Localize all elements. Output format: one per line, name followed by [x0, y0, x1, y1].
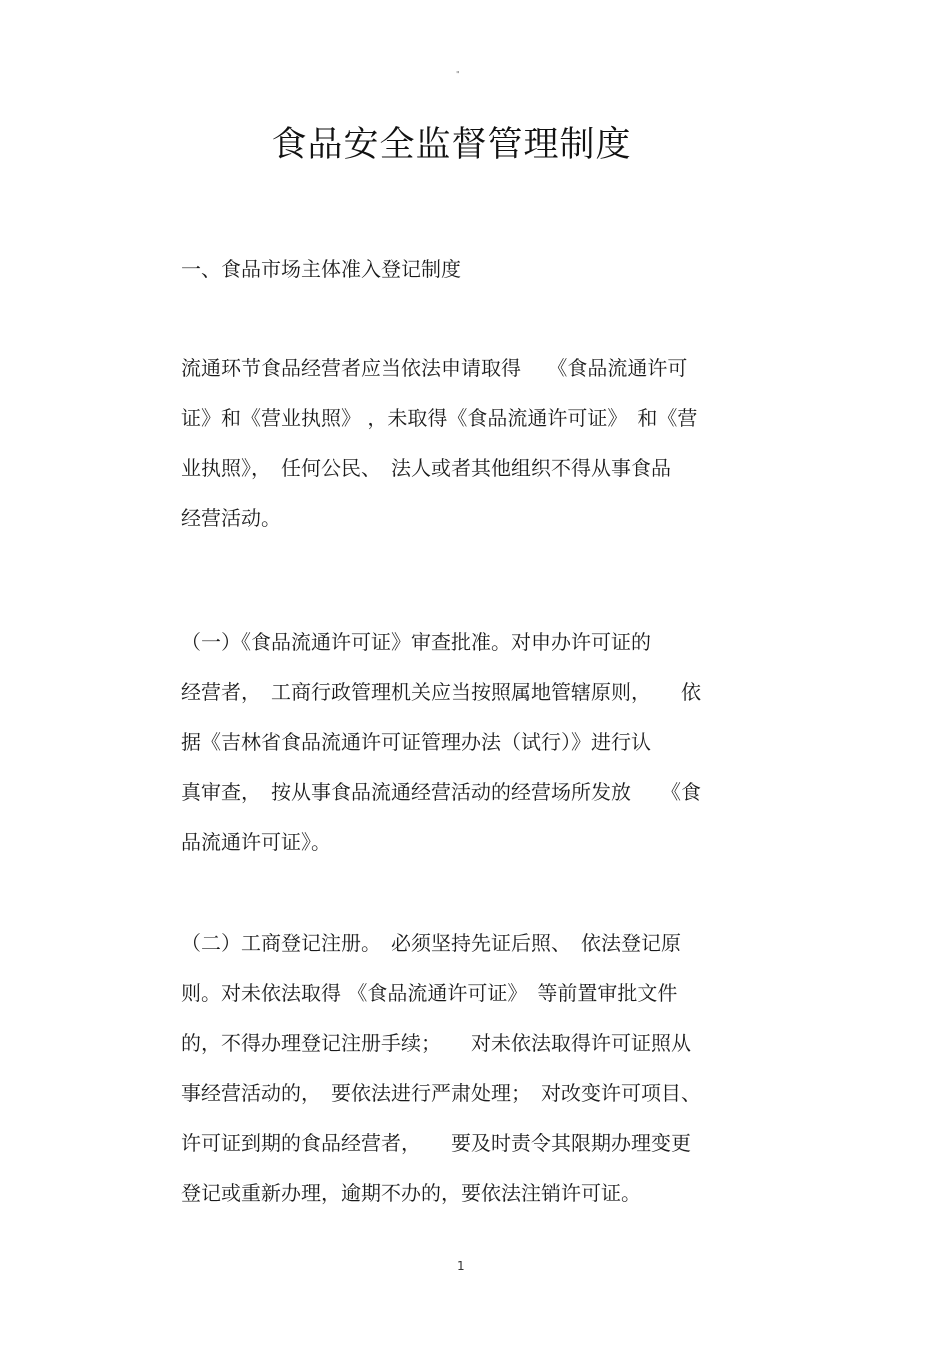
- paragraph-line: 经营活动。: [181, 506, 281, 530]
- paragraph-license-review: [181, 628, 751, 878]
- page-number: 1: [457, 1259, 465, 1273]
- paragraph-line: 事经营活动的， 要依法进行严肃处理； 对改变许可项目、: [181, 1081, 701, 1105]
- header-mark: ": [456, 70, 460, 79]
- paragraph-business-registration: [181, 929, 751, 1229]
- document-title: 食品安全监督管理制度: [271, 125, 632, 165]
- paragraph-line: 经营者， 工商行政管理机关应当按照属地管辖原则， 依: [181, 680, 701, 704]
- paragraph-line: 证》和《营业执照》 ，未取得《食品流通许可证》 和《营: [181, 406, 698, 430]
- paragraph-line: （一）《食品流通许可证》审查批准。对申办许可证的: [181, 630, 651, 654]
- paragraph-line: 流通环节食品经营者应当依法申请取得 《食品流通许可: [181, 356, 688, 380]
- paragraph-line: 的，不得办理登记注册手续； 对未依法取得许可证照从: [181, 1031, 691, 1055]
- paragraph-line: 业执照》， 任何公民、 法人或者其他组织不得从事食品: [181, 456, 671, 480]
- section-heading: 一、食品市场主体准入登记制度: [181, 257, 461, 281]
- paragraph-line: 许可证到期的食品经营者， 要及时责令其限期办理变更: [181, 1131, 691, 1155]
- paragraph-line: 据《吉林省食品流通许可证管理办法（试行）》进行认: [181, 730, 651, 754]
- paragraph-line: 则。对未依法取得 《食品流通许可证》 等前置审批文件: [181, 981, 678, 1005]
- paragraph-line: 真审查， 按从事食品流通经营活动的经营场所发放 《食: [181, 780, 701, 804]
- paragraph-line: 登记或重新办理，逾期不办的，要依法注销许可证。: [181, 1181, 641, 1205]
- paragraph-line: （二）工商登记注册。 必须坚持先证后照、 依法登记原: [181, 931, 681, 955]
- paragraph-licensing-requirement: [181, 354, 751, 554]
- paragraph-line: 品流通许可证》。: [181, 830, 331, 854]
